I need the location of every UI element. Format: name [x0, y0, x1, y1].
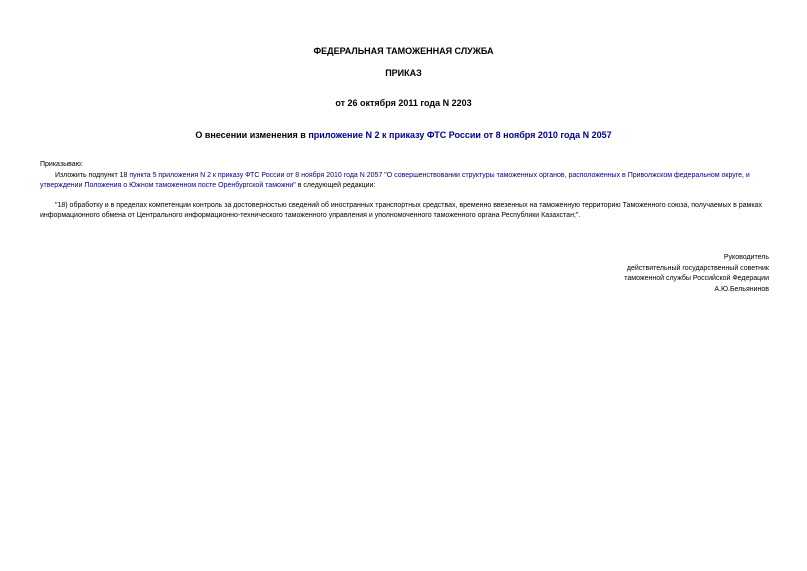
date-number-heading: от 26 октября 2011 года N 2203 [335, 98, 472, 108]
signature-name: А.Ю.Бельянинов [714, 285, 769, 293]
paragraph-2: "18) обработку и в пределах компетенции контроль за достоверностью сведений об иностранных транспортных средствах, временно ввезенных на таможенную территорию Таможенного союза, получаемых в рамках информационного обмена от Центрального информационно-технического таможенного управления и уполномоченного таможенного органа Республики Казахстан;". [40, 202, 762, 219]
paragraph-1 [40, 171, 770, 191]
paragraph-1-suffix: " в следующей редакции: [293, 182, 376, 189]
order-word: Приказываю: [40, 161, 83, 168]
signature-block [509, 253, 769, 295]
paragraph-1-link-clause[interactable]: пункта 5 приложения N 2 к приказу ФТС России от 8 ноября 2010 года N 2057 [129, 172, 383, 179]
subject-link[interactable]: приложение N 2 к приказу ФТС России от 8 ноября 2010 года N 2057 [308, 130, 612, 140]
paragraph-1-middle: " [382, 172, 387, 179]
signature-line-3: таможенной службы Российской Федерации [624, 275, 769, 282]
organization-heading: ФЕДЕРАЛЬНАЯ ТАМОЖЕННАЯ СЛУЖБА [313, 46, 494, 56]
paragraph-1-link-order-title[interactable]: О совершенствовании структуры таможенных органов, расположенных в Приволжском федеральном округе, и утверждении Положения о Южном таможенном посте Оренбургской таможни [40, 172, 750, 189]
paragraph-1-prefix: Изложить подпункт 18 [55, 172, 130, 179]
document-type-heading: ПРИКАЗ [385, 68, 422, 78]
signature-line-2: действительный государственный советник [626, 264, 769, 272]
subject-heading [0, 130, 807, 140]
signature-line-1: Руководитель [723, 254, 769, 261]
subject-prefix: О внесении изменения в [195, 130, 309, 140]
